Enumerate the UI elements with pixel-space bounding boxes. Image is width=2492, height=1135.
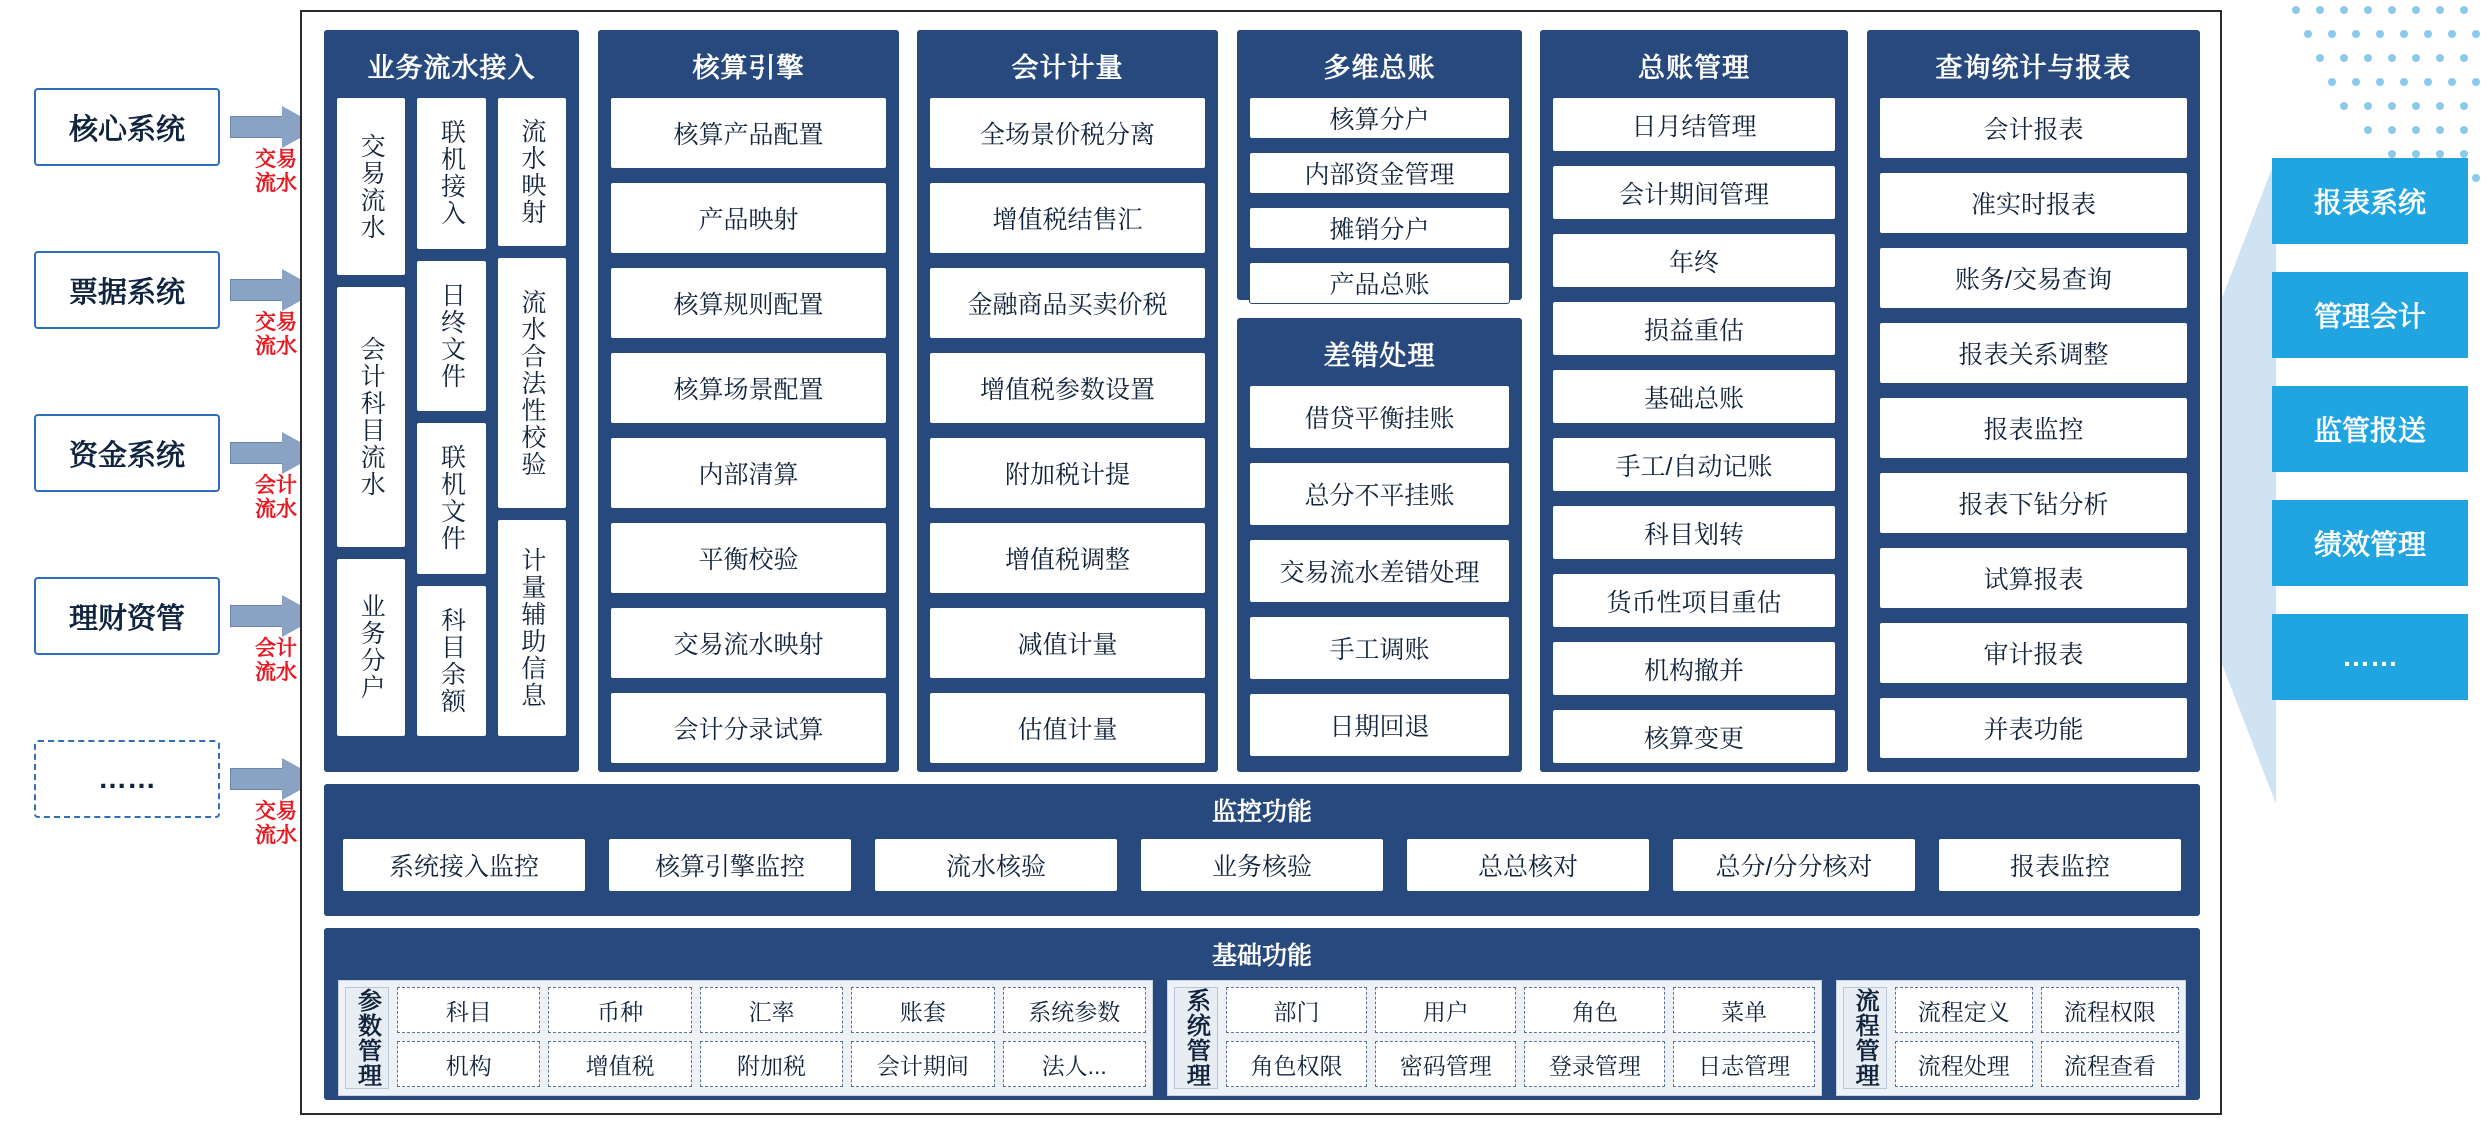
pillar-item[interactable]: 手工/自动记账 <box>1552 437 1836 492</box>
downstream-connector-wedge <box>2222 158 2276 804</box>
pillar-item[interactable]: 准实时报表 <box>1879 172 2188 234</box>
base-function-item[interactable]: 系统参数 <box>1003 987 1146 1033</box>
pillar-item[interactable]: 流水合法性校验 <box>497 257 567 509</box>
monitoring-items <box>324 828 2200 892</box>
pillar-item[interactable]: 机构撤并 <box>1552 641 1836 696</box>
base-group-row <box>1226 987 1815 1033</box>
pillar-item[interactable]: 交易流水差错处理 <box>1249 539 1510 603</box>
flow-type-label: 交易 流水 <box>255 800 297 847</box>
pillar-item[interactable]: 增值税结售汇 <box>929 182 1206 254</box>
pillar-item[interactable]: 账务/交易查询 <box>1879 247 2188 309</box>
pillar-item[interactable]: 日期回退 <box>1249 693 1510 757</box>
pillar-item[interactable]: 联机接入 <box>416 97 486 250</box>
monitoring-band <box>324 784 2200 916</box>
vertical-chip-columns <box>336 97 567 737</box>
monitor-item[interactable]: 系统接入监控 <box>342 838 586 892</box>
pillar-title: 差错处理 <box>1323 341 1436 371</box>
base-function-item[interactable]: 用户 <box>1375 987 1516 1033</box>
base-function-item[interactable]: 角色权限 <box>1226 1041 1367 1087</box>
pillar-item[interactable]: 核算规则配置 <box>610 267 887 339</box>
pillar-item[interactable]: 并表功能 <box>1879 697 2188 759</box>
downstream-systems-column <box>2272 158 2468 700</box>
source-system-row <box>34 88 324 251</box>
pillar-item[interactable]: 减值计量 <box>929 607 1206 679</box>
pillar-item[interactable]: 内部清算 <box>610 437 887 509</box>
base-function-item[interactable]: 部门 <box>1226 987 1367 1033</box>
pillar-item[interactable]: 交易流水 <box>336 97 406 276</box>
pillar-item[interactable]: 平衡校验 <box>610 522 887 594</box>
base-function-item[interactable]: 币种 <box>548 987 691 1033</box>
pillar-item[interactable]: 会计分录试算 <box>610 692 887 764</box>
pillar-item[interactable]: 试算报表 <box>1879 547 2188 609</box>
pillar-item[interactable]: 货币性项目重估 <box>1552 573 1836 628</box>
base-group-row <box>397 987 1146 1033</box>
pillar-title: 会计计量 <box>1011 53 1124 83</box>
downstream-system-box[interactable]: 报表系统 <box>2272 158 2468 244</box>
pillar-title: 查询统计与报表 <box>1935 53 2132 83</box>
base-group <box>338 980 1153 1096</box>
vertical-chip-column <box>416 97 486 737</box>
pillar-4 <box>1237 30 1522 300</box>
pillar-item[interactable]: 科目余额 <box>416 585 486 738</box>
base-function-item[interactable]: 流程权限 <box>2041 987 2179 1033</box>
pillar-item[interactable]: 业务分户 <box>336 558 406 737</box>
pillar-title: 业务流水接入 <box>367 53 536 83</box>
pillar-item[interactable]: 会计报表 <box>1879 97 2188 159</box>
pillar-2 <box>598 30 899 772</box>
source-system-box[interactable]: 资金系统 <box>34 414 220 492</box>
pillar-1 <box>324 30 579 772</box>
base-function-item[interactable]: 登录管理 <box>1524 1041 1665 1087</box>
base-group-grid <box>1895 987 2179 1089</box>
pillar-item[interactable]: 核算产品配置 <box>610 97 887 169</box>
pillar-item[interactable]: 会计期间管理 <box>1552 165 1836 220</box>
vertical-chip-column <box>497 97 567 737</box>
flow-type-label: 交易 流水 <box>255 148 297 195</box>
base-function-item[interactable]: 机构 <box>397 1041 540 1087</box>
base-function-item[interactable]: 菜单 <box>1673 987 1814 1033</box>
base-function-item[interactable]: 账套 <box>851 987 994 1033</box>
base-group <box>1836 980 2186 1096</box>
pillar-item[interactable]: 核算场景配置 <box>610 352 887 424</box>
base-group-row <box>397 1041 1146 1087</box>
flow-type-label: 会计 流水 <box>255 637 297 684</box>
downstream-system-box[interactable]: 绩效管理 <box>2272 500 2468 586</box>
pillar-item[interactable]: 附加税计提 <box>929 437 1206 509</box>
downstream-system-box[interactable]: 监管报送 <box>2272 386 2468 472</box>
base-function-item[interactable]: 密码管理 <box>1375 1041 1516 1087</box>
pillar-item[interactable]: 联机文件 <box>416 422 486 575</box>
pillar-title: 总账管理 <box>1638 53 1750 83</box>
base-function-item[interactable]: 科目 <box>397 987 540 1033</box>
base-function-item[interactable]: 增值税 <box>548 1041 691 1087</box>
pillar-3 <box>917 30 1218 772</box>
pillar-item[interactable]: 借贷平衡挂账 <box>1249 385 1510 449</box>
pillar-item[interactable]: 报表下钻分析 <box>1879 472 2188 534</box>
pillar-item[interactable]: 科目划转 <box>1552 505 1836 560</box>
pillar-item[interactable]: 核算分户 <box>1249 97 1510 139</box>
base-function-item[interactable]: 流程查看 <box>2041 1041 2179 1087</box>
pillar-item[interactable]: 交易流水映射 <box>610 607 887 679</box>
monitor-item[interactable]: 总总核对 <box>1406 838 1650 892</box>
source-system-box[interactable]: 票据系统 <box>34 251 220 329</box>
pillar-item[interactable]: 基础总账 <box>1552 369 1836 424</box>
pillar-item[interactable]: 摊销分户 <box>1249 207 1510 249</box>
pillar-title: 核算引擎 <box>692 53 805 83</box>
base-function-item[interactable]: 法人... <box>1003 1041 1146 1087</box>
pillar-item[interactable]: 报表关系调整 <box>1879 322 2188 384</box>
base-group-label: 系统管理 <box>1174 987 1218 1089</box>
pillar-item[interactable]: 增值税参数设置 <box>929 352 1206 424</box>
pillar-item[interactable]: 报表监控 <box>1879 397 2188 459</box>
base-group <box>1167 980 1822 1096</box>
base-function-groups <box>324 972 2200 1096</box>
base-function-item[interactable]: 日志管理 <box>1673 1041 1814 1087</box>
pillar-item[interactable]: 产品映射 <box>610 182 887 254</box>
pillar-5 <box>1237 318 1522 772</box>
source-system-box[interactable]: 理财资管 <box>34 577 220 655</box>
pillar-item[interactable]: 审计报表 <box>1879 622 2188 684</box>
pillar-item[interactable]: 内部资金管理 <box>1249 152 1510 194</box>
source-system-box[interactable]: …… <box>34 740 220 818</box>
source-system-row <box>34 740 324 903</box>
pillar-item[interactable]: 日月结管理 <box>1552 97 1836 152</box>
pillar-item[interactable]: 总分不平挂账 <box>1249 462 1510 526</box>
base-group-row <box>1226 1041 1815 1087</box>
pillar-item[interactable]: 产品总账 <box>1249 262 1510 304</box>
pillar-item[interactable]: 全场景价税分离 <box>929 97 1206 169</box>
base-function-item[interactable]: 会计期间 <box>851 1041 994 1087</box>
pillar-title: 多维总账 <box>1323 53 1436 83</box>
source-system-row <box>34 251 324 414</box>
downstream-system-box[interactable]: …… <box>2272 614 2468 700</box>
base-function-item[interactable]: 角色 <box>1524 987 1665 1033</box>
base-function-item[interactable]: 流程定义 <box>1895 987 2033 1033</box>
monitoring-title: 监控功能 <box>1211 798 1312 826</box>
source-system-box[interactable]: 核心系统 <box>34 88 220 166</box>
monitor-item[interactable]: 业务核验 <box>1140 838 1384 892</box>
pillar-item[interactable]: 金融商品买卖价税 <box>929 267 1206 339</box>
pillar-item[interactable]: 损益重估 <box>1552 301 1836 356</box>
platform-frame <box>300 10 2222 1115</box>
pillar-item[interactable]: 核算变更 <box>1552 709 1836 764</box>
pillar-item[interactable]: 估值计量 <box>929 692 1206 764</box>
pillar-item[interactable]: 增值税调整 <box>929 522 1206 594</box>
source-systems-column <box>34 88 324 903</box>
base-group-grid <box>1226 987 1815 1089</box>
base-function-item[interactable]: 汇率 <box>700 987 843 1033</box>
flow-type-label: 会计 流水 <box>255 474 297 521</box>
base-function-item[interactable]: 流程处理 <box>1895 1041 2033 1087</box>
flow-type-label: 交易 流水 <box>255 311 297 358</box>
downstream-system-box[interactable]: 管理会计 <box>2272 272 2468 358</box>
pillar-item[interactable]: 会计科目流水 <box>336 286 406 548</box>
base-functions-band <box>324 928 2200 1100</box>
base-group-label: 参数管理 <box>345 987 389 1089</box>
base-function-item[interactable]: 附加税 <box>700 1041 843 1087</box>
base-functions-title: 基础功能 <box>1211 942 1312 970</box>
pillar-item[interactable]: 计量辅助信息 <box>497 519 567 737</box>
base-group-row <box>1895 1041 2179 1087</box>
monitor-item[interactable]: 核算引擎监控 <box>608 838 852 892</box>
pillar-item[interactable]: 日终文件 <box>416 260 486 413</box>
monitor-item[interactable]: 流水核验 <box>874 838 1118 892</box>
monitor-item[interactable]: 报表监控 <box>1938 838 2182 892</box>
pillar-item[interactable]: 年终 <box>1552 233 1836 288</box>
base-group-label: 流程管理 <box>1843 987 1887 1089</box>
pillar-6 <box>1540 30 1848 772</box>
vertical-chip-column <box>336 97 406 737</box>
monitor-item[interactable]: 总分/分分核对 <box>1672 838 1916 892</box>
source-system-row <box>34 577 324 740</box>
pillar-item[interactable]: 手工调账 <box>1249 616 1510 680</box>
capability-pillars <box>324 30 2200 772</box>
source-system-row <box>34 414 324 577</box>
base-group-row <box>1895 987 2179 1033</box>
pillar-item[interactable]: 流水映射 <box>497 97 567 247</box>
base-group-grid <box>397 987 1146 1089</box>
pillar-7 <box>1867 30 2200 772</box>
